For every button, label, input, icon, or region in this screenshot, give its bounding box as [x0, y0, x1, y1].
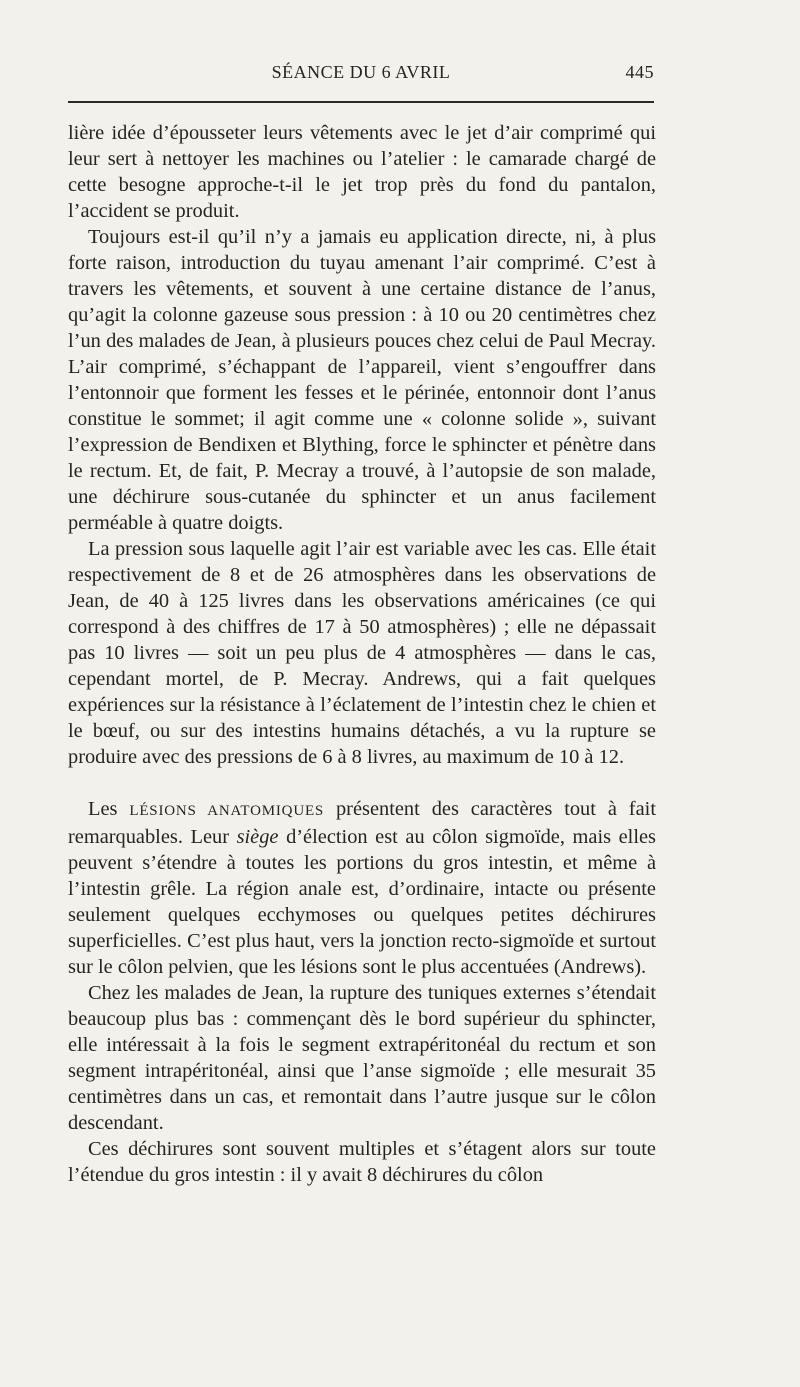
- paragraph-jean: Chez les malades de Jean, la rupture des tuniques externes s’étendait beaucoup plus bas : commençant dès le bord supérieur du sphincter, elle intéressait à la fois le segment extrapéritonéal du rectum et son segment intrapéritonéal, ainsi que l’anse sigmoïde ; elle mesurait 35 centimètres dans un cas, et remontait dans l’autre jusque sur le côlon descendant.: [68, 982, 656, 1134]
- lesions-lead: Les: [88, 798, 118, 820]
- paragraph-lesions: [68, 796, 656, 980]
- header-rule: [68, 101, 654, 103]
- paragraph-continued: lière idée d’épousseter leurs vêtements avec le jet d’air comprimé qui leur sert à nettoyer les machines ou l’atelier : le camarade chargé de cette besogne approche-t-il le jet trop près du fond du pantalon, l’accident se produit.: [68, 122, 656, 222]
- page-number: 445: [625, 62, 654, 82]
- paragraph-dechirures: Ces déchirures sont souvent multiples et s’étagent alors sur toute l’étendue du gros intestin : il y avait 8 déchirures du côlon: [68, 1138, 656, 1186]
- lesions-rest: d’élection est au côlon sigmoïde, mais elles peuvent s’étendre à toutes les portions du gros intestin, et même à l’intestin grêle. La région anale est, d’ordinaire, intacte ou présente seulement quelques ecchymoses ou quelques petites déchirures superficielles. C’est plus haut, vers la jonction recto-sigmoïde et surtout sur le côlon pelvien, que les lésions sont le plus accentuées (Andrews).: [68, 826, 656, 978]
- paragraph-pression: La pression sous laquelle agit l’air est variable avec les cas. Elle était respectivement de 8 et de 26 atmosphères dans les observations de Jean, de 40 à 125 livres dans les observations américaines (ce qui correspond à des chiffres de 17 à 50 atmosphères) ; elle ne dépassait pas 10 livres — soit un peu plus de 4 atmosphères — dans le cas, cependant mortel, de P. Mecray. Andrews, qui a fait quelques expériences sur la résistance à l’éclatement de l’intestin chez le chien et le bœuf, ou sur des intestins humains détachés, a vu la rupture se produire avec des pressions de 6 à 8 livres, au maximum de 10 à 12.: [68, 538, 656, 768]
- running-title: SÉANCE DU 6 AVRIL: [271, 62, 451, 82]
- running-head: [68, 62, 654, 88]
- lesions-italic-siege: siège: [236, 826, 279, 848]
- lesions-mid: présentent des caractères tout à fait remarquables. Leur: [68, 798, 656, 848]
- lesions-smallcaps-heading: LÉSIONS ANATOMIQUES: [129, 803, 325, 819]
- paragraph-application: Toujours est-il qu’il n’y a jamais eu application directe, ni, à plus forte raison, introduction du tuyau amenant l’air comprimé. C’est à travers les vêtements, et souvent à une certaine distance de l’anus, qu’agit la colonne gazeuse sous pression : à 10 ou 20 centimètres chez l’un des malades de Jean, à plusieurs pouces chez celui de Paul Mecray. L’air comprimé, s’échappant de l’appareil, vient s’engouffrer dans l’entonnoir que forment les fesses et le périnée, entonnoir dont l’anus constitue le sommet; il agit comme une « colonne solide », suivant l’expression de Bendixen et Blything, force le sphincter et pénètre dans le rectum. Et, de fait, P. Mecray a trouvé, à l’autopsie de son malade, une déchirure sous-cutanée du sphincter et un anus facilement perméable à quatre doigts.: [68, 226, 656, 534]
- body-text: [68, 120, 656, 1188]
